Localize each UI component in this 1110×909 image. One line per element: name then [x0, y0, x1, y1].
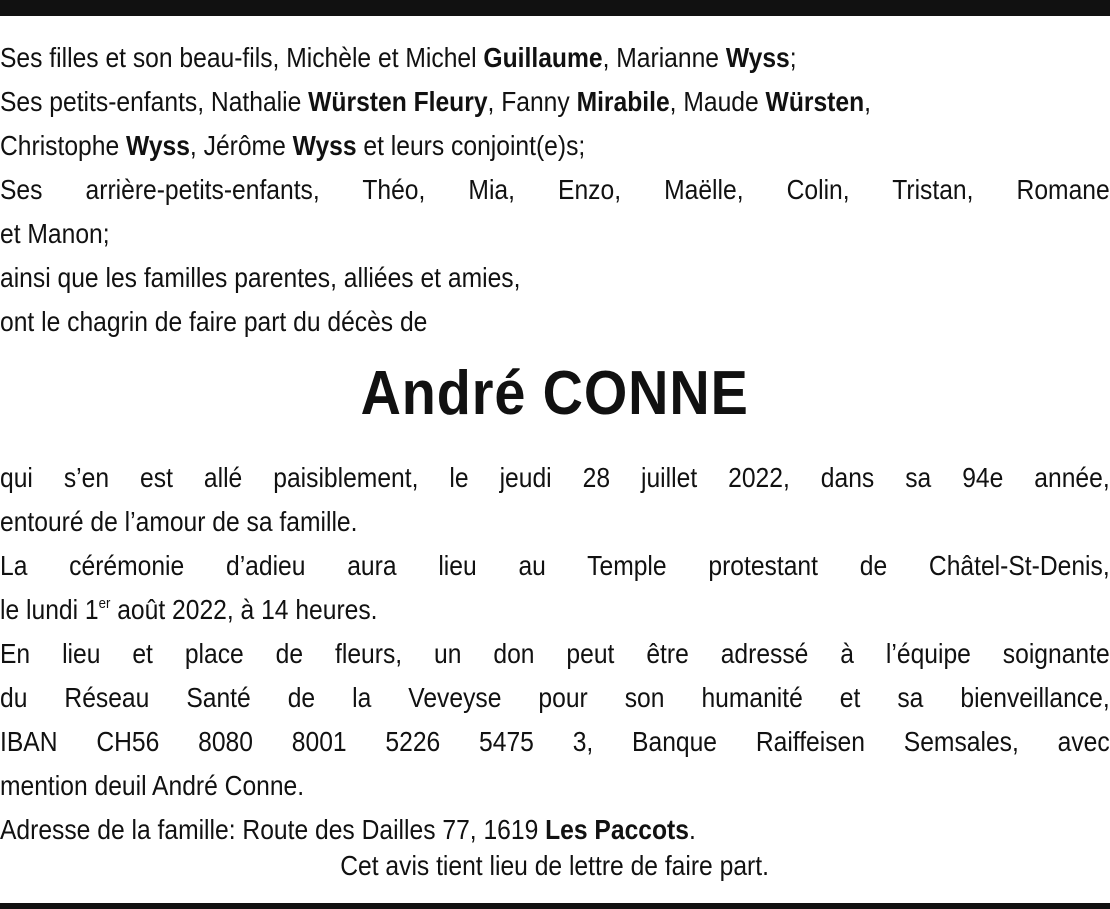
great-grandchildren-line-1: Ses arrière-petits-enfants, Théo, Mia, Enzo, Maëlle, Colin, Tristan, Romane — [0, 174, 1110, 205]
passing-line-2: entouré de l’amour de sa famille. — [0, 506, 358, 537]
families-line: ainsi que les familles parentes, alliées et amies, — [0, 262, 521, 293]
great-grandchildren-line-2: et Manon; — [0, 218, 110, 249]
donation-line-4: mention deuil André Conne. — [0, 770, 305, 801]
ceremony-line-2: le lundi 1er août 2022, à 14 heures. — [0, 594, 378, 625]
donation-line-3: IBAN CH56 8080 8001 5226 5475 3, Banque Raiffeisen Semsales, avec — [0, 726, 1110, 757]
daughters-line: Ses filles et son beau-fils, Michèle et Michel Guillaume, Marianne Wyss; — [0, 42, 797, 73]
donation-line-2: du Réseau Santé de la Veveyse pour son humanité et sa bienveillance, — [0, 682, 1110, 713]
deceased-name: André CONNE — [360, 359, 750, 428]
notice-body — [0, 456, 1110, 852]
donation-line-1: En lieu et place de fleurs, un don peut être adressé à l’équipe soignante — [0, 638, 1110, 669]
passing-line-1: qui s’en est allé paisiblement, le jeudi 28 juillet 2022, dans sa 94e année, — [0, 462, 1110, 493]
grandchildren-line-1: Ses petits-enfants, Nathalie Würsten Fleury, Fanny Mirabile, Maude Würsten, — [0, 86, 871, 117]
footer-note: Cet avis tient lieu de lettre de faire part. — [340, 850, 770, 881]
grandchildren-line-2: Christophe Wyss, Jérôme Wyss et leurs conjoint(e)s; — [0, 130, 586, 161]
ceremony-line-1: La cérémonie d’adieu aura lieu au Temple protestant de Châtel-St-Denis, — [0, 550, 1110, 581]
bottom-rule — [0, 903, 1110, 909]
top-rule — [0, 0, 1110, 16]
family-list — [0, 36, 1110, 344]
address-line: Adresse de la famille: Route des Dailles 77, 1619 Les Paccots. — [0, 814, 696, 845]
announcement-line: ont le chagrin de faire part du décès de — [0, 306, 428, 337]
